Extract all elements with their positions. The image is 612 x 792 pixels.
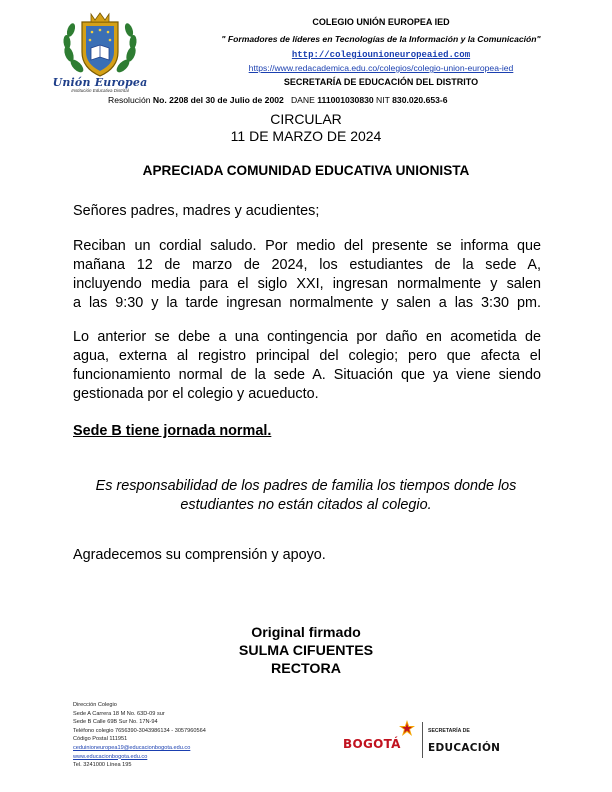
salutation: Señores padres, madres y acudientes; bbox=[73, 203, 320, 219]
paragraph-2-line: gestionada por el colegio y acueducto. bbox=[73, 386, 319, 402]
paragraph-1-line: mañana 12 de marzo de 2024, los estudiantes de la sede A, bbox=[73, 257, 541, 273]
paragraph-2-line: agua, externa al registro principal del colegio; pero que afecta el bbox=[73, 348, 541, 364]
paragraph-2-line: Lo anterior se debe a una contingencia por daño en acometida de bbox=[73, 329, 541, 345]
resolution-line bbox=[108, 95, 448, 105]
document-title: APRECIADA COMUNIDAD EDUCATIVA UNIONISTA bbox=[142, 163, 470, 178]
footer-line: Teléfono colegio 7656390-3043986134 - 3057960564 bbox=[73, 727, 206, 734]
resolution-label: Resolución bbox=[108, 95, 151, 105]
signature-note: Original firmado bbox=[251, 625, 361, 641]
dane-value: 111001030830 bbox=[317, 95, 374, 105]
secretaria-heading: SECRETARÍA DE EDUCACIÓN DEL DISTRITO bbox=[283, 77, 479, 87]
school-website-link[interactable]: http://colegiounioneuropeaied.com bbox=[291, 50, 471, 60]
responsibility-line: estudiantes no están citados al colegio. bbox=[180, 497, 432, 513]
footer-email-link[interactable]: ceduinioneuropea19@educacionbogota.edu.co bbox=[73, 744, 191, 751]
signature-name: SULMA CIFUENTES bbox=[238, 643, 374, 659]
logo-subtitle: Institución Educativa Distrital bbox=[71, 88, 129, 93]
thanks-line: Agradecemos su comprensión y apoyo. bbox=[73, 547, 326, 563]
paragraph-1-line: incluyendo media para el siglo XXI, ingresan normalmente y salen bbox=[73, 276, 541, 292]
document-date: 11 DE MARZO DE 2024 bbox=[230, 128, 382, 144]
red-academica-link[interactable]: https://www.redacademica.edu.co/colegios/colegio-union-europea-ied bbox=[248, 63, 514, 73]
paragraph-1-line: Reciban un cordial saludo. Por medio del presente se informa que bbox=[73, 238, 541, 254]
dane-label: DANE bbox=[290, 95, 315, 105]
school-name: COLEGIO UNIÓN EUROPEA IED bbox=[312, 17, 450, 27]
responsibility-notice bbox=[60, 477, 552, 515]
paragraph-1 bbox=[73, 237, 541, 313]
nit-value: 830.020.653-6 bbox=[392, 95, 448, 105]
footer-web-link[interactable]: www.educacionbogota.edu.co bbox=[73, 753, 148, 760]
paragraph-2 bbox=[73, 328, 541, 404]
paragraph-1-line: a las 9:30 y la tarde ingresan normalmente y salen a las 3:30 pm. bbox=[73, 295, 541, 311]
secretaria-small-label: SECRETARÍA DE bbox=[428, 728, 470, 734]
document-type: CIRCULAR bbox=[270, 111, 342, 127]
nit-label: NIT bbox=[376, 95, 390, 105]
signature-role: RECTORA bbox=[271, 661, 341, 677]
bogota-logo: BOGOTÁ bbox=[343, 737, 401, 751]
school-motto: " Formadores de líderes en Tecnologías de la Información y la Comunicación" bbox=[221, 34, 541, 44]
sede-b-notice: Sede B tiene jornada normal. bbox=[73, 423, 272, 439]
footer-line: Sede A Carrera 18 M No. 63D-09 sur bbox=[73, 710, 165, 717]
logo-name: Unión Europea bbox=[52, 76, 148, 89]
secretaria-education-label: EDUCACIÓN bbox=[428, 742, 501, 754]
footer-line: Tel. 3241000 Línea 195 bbox=[73, 762, 132, 769]
footer-line: Sede B Calle 69B Sur No. 17N-94 bbox=[73, 719, 158, 726]
bogota-star-icon bbox=[398, 720, 416, 736]
responsibility-line: Es responsabilidad de los padres de familia los tiempos donde los bbox=[95, 478, 517, 494]
paragraph-2-line: funcionamiento normal de la sede A. Situación que ya viene siendo bbox=[73, 367, 541, 383]
resolution-value: No. 2208 del 30 de Julio de 2002 bbox=[152, 95, 284, 105]
footer-divider bbox=[422, 722, 423, 758]
footer-contact bbox=[73, 701, 206, 770]
footer-line: Código Postal 111951 bbox=[73, 736, 128, 743]
footer-line: Dirección Colegio bbox=[73, 702, 117, 708]
